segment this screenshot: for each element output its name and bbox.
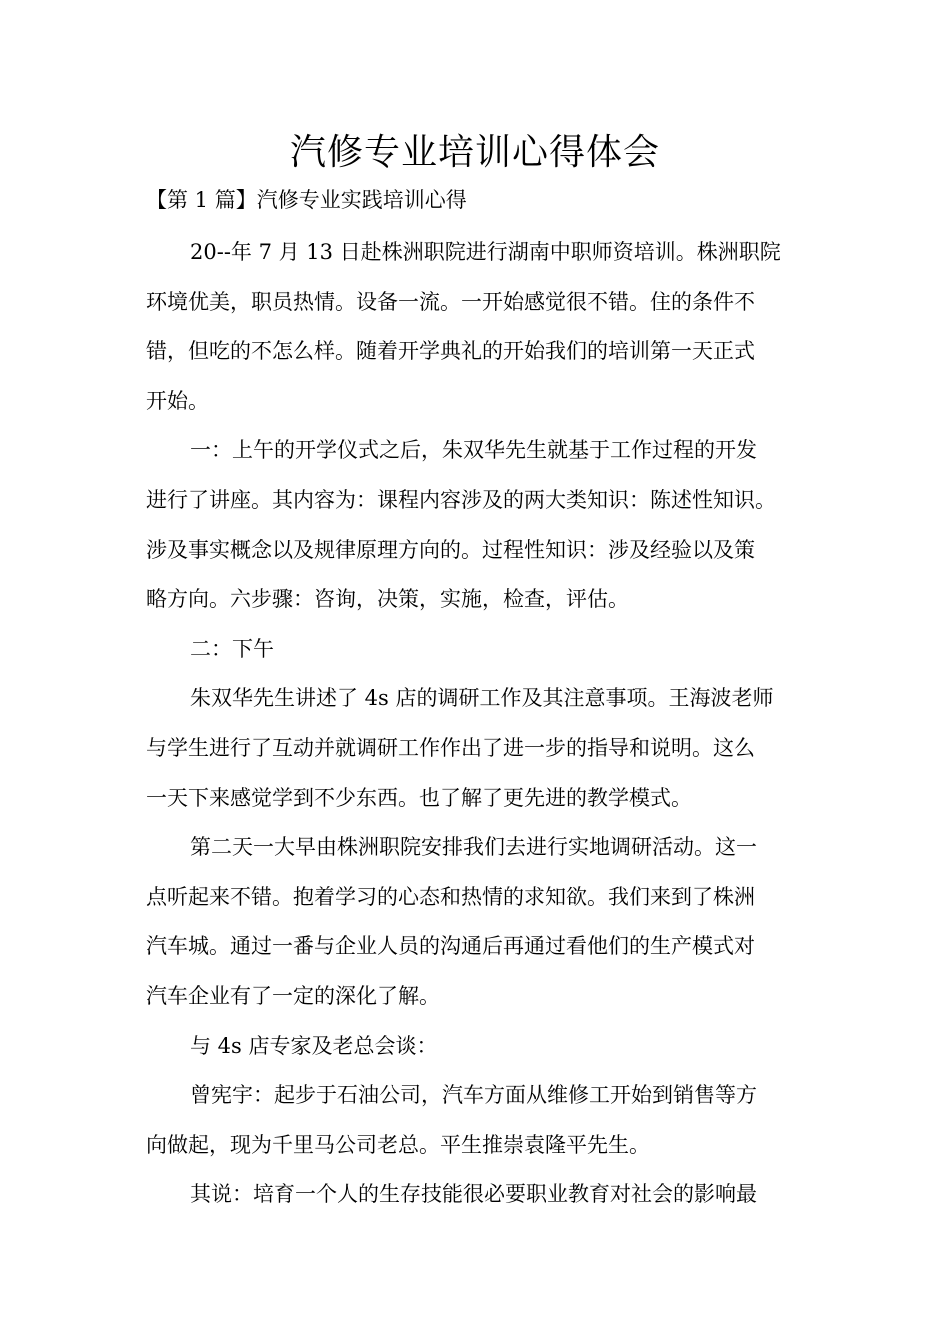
text-line: 与学生进行了互动并就调研工作作出了进一步的指导和说明。这么	[146, 735, 755, 760]
document-body	[146, 234, 811, 1226]
section-heading: 【第 1 篇】汽修专业实践培训心得	[146, 188, 467, 212]
text-line: 汽车城。通过一番与企业人员的沟通后再通过看他们的生产模式对	[146, 934, 755, 959]
text-line: 第二天一大早由株洲职院安排我们去进行实地调研活动。这一	[190, 835, 757, 860]
text-line: 一：上午的开学仪式之后，朱双华先生就基于工作过程的开发	[190, 438, 757, 463]
text-line: 朱双华先生讲述了 4s 店的调研工作及其注意事项。王海波老师	[190, 686, 774, 711]
text-line: 20--年 7 月 13 日赴株洲职院进行湖南中职师资培训。株洲职院	[190, 240, 781, 264]
text-line: 错，但吃的不怎么样。随着开学典礼的开始我们的培训第一天正式	[146, 339, 755, 364]
text-line: 环境优美，职员热情。设备一流。一开始感觉很不错。住的条件不	[146, 289, 755, 314]
text-line: 涉及事实概念以及规律原理方向的。过程性知识：涉及经验以及策	[146, 537, 755, 562]
text-line: 其说：培育一个人的生存技能很必要职业教育对社会的影响最	[190, 1182, 757, 1207]
text-line: 略方向。六步骤：咨询，决策，实施，检查，评估。	[146, 587, 629, 612]
text-line: 向做起，现为千里马公司老总。平生推崇袁隆平先生。	[146, 1132, 650, 1157]
text-line: 曾宪宇：起步于石油公司，汽车方面从维修工开始到销售等方	[190, 1083, 757, 1108]
document-title: 汽修专业培训心得体会	[289, 132, 660, 173]
text-line: 开始。	[146, 388, 209, 413]
text-line: 二：下午	[190, 636, 274, 661]
text-line: 一天下来感觉学到不少东西。也了解了更先进的教学模式。	[146, 785, 692, 810]
text-line: 点听起来不错。抱着学习的心态和热情的求知欲。我们来到了株洲	[146, 884, 755, 909]
text-line: 进行了讲座。其内容为：课程内容涉及的两大类知识：陈述性知识。	[146, 487, 776, 512]
text-line: 汽车企业有了一定的深化了解。	[146, 983, 440, 1008]
text-line: 与 4s 店专家及老总会谈：	[190, 1033, 438, 1058]
